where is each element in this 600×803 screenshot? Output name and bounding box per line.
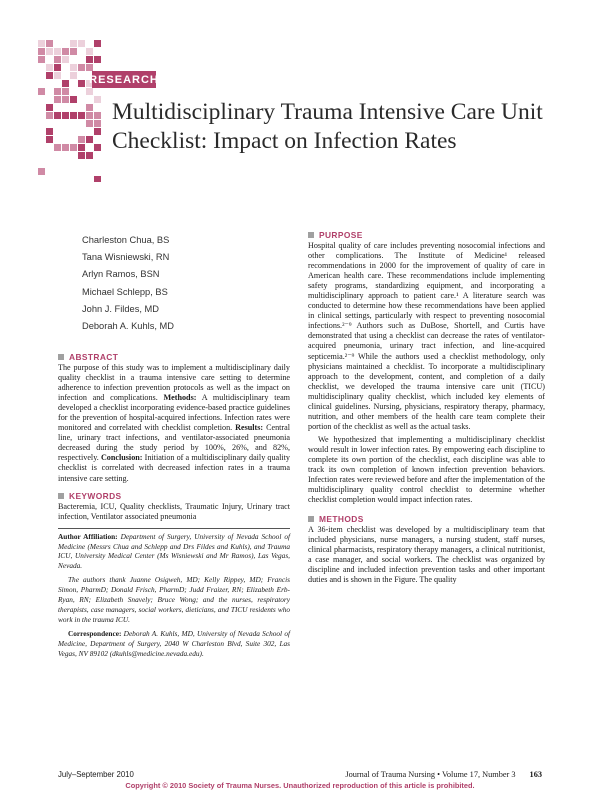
- header-pixel-grid: [38, 40, 102, 182]
- pixel-tile: [46, 72, 53, 79]
- pixel-tile: [78, 144, 85, 151]
- author-name: Arlyn Ramos, BSN: [82, 269, 160, 280]
- pixel-tile: [54, 56, 61, 63]
- pixel-tile: [78, 112, 85, 119]
- keywords-heading-label: KEYWORDS: [69, 490, 122, 501]
- pixel-tile: [70, 144, 77, 151]
- pixel-tile: [54, 72, 61, 79]
- abstract-conclusion-label: Conclusion:: [100, 453, 143, 463]
- correspondence-label: Correspondence:: [68, 628, 122, 638]
- keywords-heading: [58, 491, 290, 501]
- journal-citation: [312, 770, 542, 779]
- pixel-tile: [94, 144, 101, 151]
- pixel-tile: [86, 120, 93, 127]
- pixel-tile: [94, 40, 101, 47]
- pixel-tile: [86, 64, 93, 71]
- abstract-results: Central line, urinary tract infections, and ventilator-associated pneumonia decreased during the study period by 100%, 26%, and 82%, respectively.: [58, 423, 290, 463]
- pixel-tile: [38, 48, 45, 55]
- pixel-tile: [94, 120, 101, 127]
- journal-name: Journal of Trauma Nursing • Volume 17, Number 3: [345, 770, 516, 779]
- pixel-tile: [94, 96, 101, 103]
- article-title: Multidisciplinary Trauma Intensive Care Unit Checklist: Impact on Infection Rates: [112, 99, 543, 154]
- pixel-tile: [62, 56, 69, 63]
- pixel-tile: [54, 48, 61, 55]
- pixel-tile: [62, 80, 69, 87]
- page-number: 163: [529, 770, 542, 779]
- pixel-tile: [70, 40, 77, 47]
- pixel-tile: [78, 64, 85, 71]
- pixel-tile: [54, 144, 61, 151]
- pixel-tile: [78, 80, 85, 87]
- pixel-tile: [86, 104, 93, 111]
- pixel-tile: [70, 72, 77, 79]
- methods-paragraph-1: A 36-item checklist was developed by a multidisciplinary team that included physicians, nurse managers, a nursing student, staff nurses, clinical pharmacists, respiratory therapy managers, a clinical nutritionist, a case manager, and social workers. The checklist was organized by discipline and included infection prevention tasks and other important duties and is shown in the Figure. The quality: [308, 525, 545, 585]
- issue-date: July–September 2010: [58, 770, 134, 779]
- pixel-tile: [70, 48, 77, 55]
- copyright-notice: Copyright © 2010 Society of Trauma Nurses. Unauthorized reproduction of this article is prohibited.: [125, 781, 475, 790]
- pixel-tile: [54, 64, 61, 71]
- pixel-tile: [70, 112, 77, 119]
- pixel-tile: [94, 128, 101, 135]
- author-list: [82, 232, 262, 335]
- pixel-tile: [86, 112, 93, 119]
- author-name: John J. Fildes, MD: [82, 303, 159, 314]
- affiliation-text: Department of Surgery, University of Nevada School of Medicine (Messrs Chua and Schlepp and Drs Fildes and Kuhls), and Trauma ICU, University Medical Center (Ms Wisniewski and Mr Ramos), Las Vegas, Nevada.: [58, 531, 290, 571]
- abstract-results-label: Results:: [235, 423, 264, 433]
- pixel-tile: [54, 88, 61, 95]
- purpose-heading: [308, 230, 545, 240]
- keywords-body: Bacteremia, ICU, Quality checklists, Traumatic Injury, Urinary tract infection, Ventilator associated pneumonia: [58, 501, 290, 521]
- pixel-tile: [38, 56, 45, 63]
- pixel-tile: [46, 136, 53, 143]
- square-bullet-icon: [308, 232, 314, 238]
- pixel-tile: [78, 136, 85, 143]
- pixel-tile: [38, 40, 45, 47]
- pixel-tile: [86, 48, 93, 55]
- pixel-tile: [38, 88, 45, 95]
- square-bullet-icon: [308, 516, 314, 522]
- author-affiliation: [58, 528, 290, 659]
- abstract-methods-label: Methods:: [163, 393, 197, 403]
- pixel-tile: [46, 40, 53, 47]
- square-bullet-icon: [58, 493, 64, 499]
- acknowledgements: The authors thank Juanne Osigweh, MD; Kelly Rippey, MD; Francis Simon, PharmD; Donald Frisch, PharmD; Judd Fraizer, RN; Elizabeth Erb-Ryan, RN; Elizabeth Snavely; Bruce Wong; and the nurses, respiratory therapists, case managers, social workers, dieticians, and TICU residents who work in the trauma ICU.: [58, 575, 290, 624]
- pixel-tile: [54, 112, 61, 119]
- pixel-tile: [78, 40, 85, 47]
- pixel-tile: [46, 64, 53, 71]
- pixel-tile: [86, 152, 93, 159]
- abstract-heading-label: ABSTRACT: [69, 352, 119, 362]
- author-name: Charleston Chua, BS: [82, 235, 170, 245]
- section-tag: RESEARCH: [92, 71, 156, 88]
- pixel-tile: [62, 144, 69, 151]
- methods-heading-label: METHODS: [319, 514, 364, 525]
- abstract-conclusion: Initiation of a multidisciplinary daily quality checklist is correlated with decreased infection rates in a trauma intensive care setting.: [58, 453, 290, 483]
- square-bullet-icon: [58, 354, 64, 360]
- methods-heading: [308, 514, 545, 524]
- purpose-paragraph-1: Hospital quality of care includes preventing nosocomial infections and other complications. The Institute of Medicine¹ released recommendations in 2000 for the improvement of quality of care in American health care. These recommendations include implementing safety programs, standardizing equipment, and incorporating a multidisciplinary approach to patient care.¹ A literature search was conducted to determine how these recommendations have been applied in clinical settings, particularly with respect to preventing nosocomial infections.²⁻⁹ Authors such as DuBose, Shortell, and Curtis have demonstrated that using a checklist can decrease the rates of ventilator-acquired pneumonia, urinary tract infection, and line-acquired septicemia.²⁻⁹ While the authors used a checklist methodology, only physicians maintained a checklist. To incorporate a multidisciplinary approach to the development, content, and completion of a daily checklist, we developed the trauma intensive care unit (TICU) multidisciplinary quality checklist, which included key elements of clinical guidelines. Nursing, physicians, respiratory therapy, pharmacy, nutrition, and other members of the health care team complete their portion of the checklist as well as the actual tasks.: [308, 241, 545, 431]
- pixel-tile: [94, 176, 101, 182]
- correspondence-text: Deborah A. Kuhls, MD, University of Nevada School of Medicine, Department of Surgery, 2040 W Charleston Blvd, Suite 302, Las Vegas, NV 89102 (dkuhls@medicine.nevada.edu).: [58, 628, 291, 658]
- pixel-tile: [62, 112, 69, 119]
- pixel-tile: [46, 48, 53, 55]
- affiliation-label: Author Affiliation:: [58, 531, 118, 541]
- abstract-body: [58, 363, 290, 484]
- purpose-paragraph-2: We hypothesized that implementing a multidisciplinary checklist would result in lower infection rates. By empowering each discipline to complete its own portion of the checklist, each discipline was able to track its own completion of known infection prevention behaviors. Infection rates were reviewed before and after the implementation of the multidisciplinary quality control checklist to determine whether checklist completion would impact infection rates.: [308, 434, 545, 505]
- author-name: Deborah A. Kuhls, MD: [82, 321, 174, 332]
- pixel-tile: [62, 48, 69, 55]
- abstract-intro: The purpose of this study was to implement a multidisciplinary daily quality checklist in a trauma intensive care setting to determine adherence to infection prevention protocols as well as the impact on infection and complications.: [58, 363, 290, 403]
- pixel-tile: [62, 88, 69, 95]
- pixel-tile: [86, 56, 93, 63]
- pixel-tile: [70, 96, 77, 103]
- abstract-methods: A multidisciplinary team developed a checklist incorporating evidence-based practice guidelines for the prevention of hospital-acquired infections. Infection rates were monitored and correlated with checklist completion.: [58, 393, 290, 433]
- author-name: Michael Schlepp, BS: [82, 286, 168, 297]
- pixel-tile: [78, 152, 85, 159]
- right-column: [308, 230, 545, 586]
- pixel-tile: [94, 56, 101, 63]
- pixel-tile: [46, 112, 53, 119]
- pixel-tile: [86, 88, 93, 95]
- pixel-tile: [94, 112, 101, 119]
- abstract-heading: [58, 352, 290, 362]
- pixel-tile: [38, 168, 45, 175]
- pixel-tile: [86, 136, 93, 143]
- purpose-heading-label: PURPOSE: [319, 230, 363, 240]
- pixel-tile: [70, 64, 77, 71]
- pixel-tile: [54, 96, 61, 103]
- left-column: [58, 352, 290, 659]
- pixel-tile: [46, 128, 53, 135]
- pixel-tile: [62, 96, 69, 103]
- author-name: Tana Wisniewski, RN: [82, 252, 170, 263]
- pixel-tile: [46, 104, 53, 111]
